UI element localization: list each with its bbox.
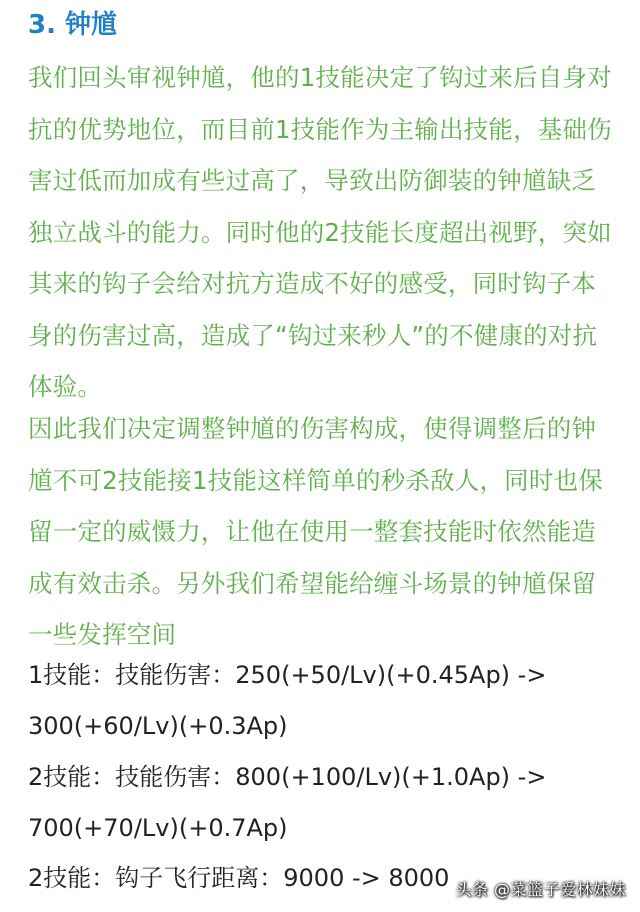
change-skill2-damage: 2技能：技能伤害：800(+100/Lv)(+1.0Ap) -> 700(+70/Lv)(+0.7Ap) xyxy=(28,763,547,842)
watermark: 头条 @菜篮子爱林妹妹 xyxy=(455,880,626,899)
change-skill1-damage: 1技能：技能伤害：250(+50/Lv)(+0.45Ap) -> 300(+60/Lv)(+0.3Ap) xyxy=(28,661,547,740)
paragraph-1: 我们回头审视钟馗，他的1技能决定了钩过来后自身对抗的优势地位，而目前1技能作为主输出技能，基础伤害过低而加成有些过高了，导致出防御装的钟馗缺乏独立战斗的能力。同时他的2技能长度超出视野，突如其来的钩子会给对抗方造成不好的感受，同时钩子本身的伤害过高，造成了“钩过来秒人”的不健康的对抗体验。 xyxy=(28,63,612,401)
paragraph-2: 因此我们决定调整钟馗的伤害构成，使得调整后的钟馗不可2技能接1技能这样简单的秒杀敌人，同时也保留一定的威慑力，让他在使用一整套技能时依然能造成有效击杀。另外我们希望能给缠斗场景的钟馗保留一些发挥空间 xyxy=(28,414,603,649)
change-skill2-hook-range: 2技能：钩子飞行距离：9000 -> 8000 xyxy=(28,864,450,892)
section-title: 3. 钟馗 xyxy=(28,10,118,40)
